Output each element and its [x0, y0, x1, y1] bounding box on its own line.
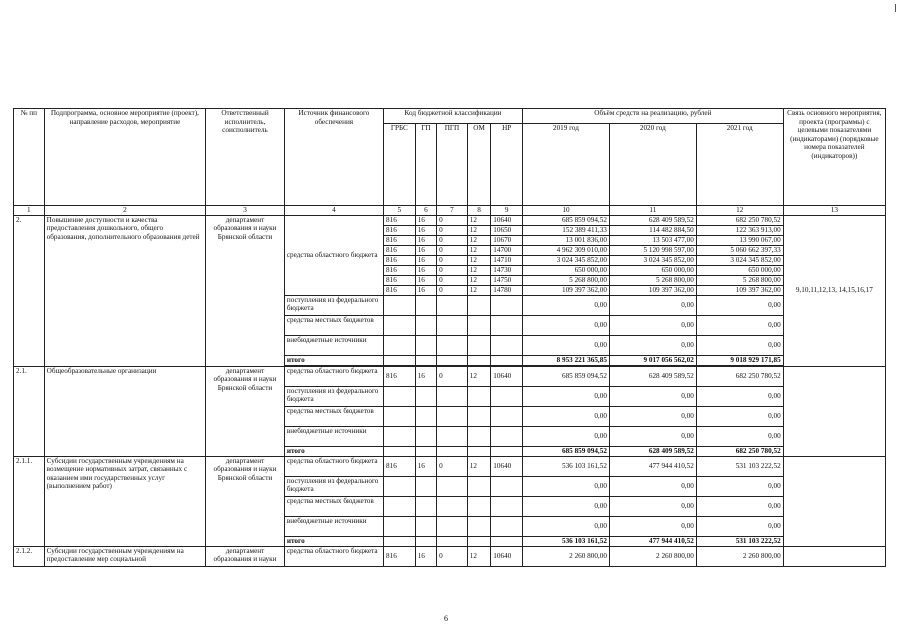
source-regional: средства областного бюджета — [284, 546, 383, 566]
table-row — [14, 456, 886, 476]
indicator-link — [783, 546, 885, 566]
code-pgp: 0 — [437, 546, 468, 566]
header-source: Источник финансового обеспечения — [284, 109, 383, 206]
code-om: 12 — [467, 235, 491, 245]
source-federal: поступления из федерального бюджета — [284, 295, 383, 315]
total-2019: 8 953 221 365,85 — [523, 355, 610, 365]
header-code: Код бюджетной классификации — [384, 109, 523, 124]
code-nr: 10640 — [491, 366, 523, 386]
colnum: 9 — [491, 206, 523, 216]
code-gp: 16 — [415, 215, 436, 225]
table-row — [14, 546, 886, 566]
code-pgp: 0 — [437, 456, 468, 476]
colnum: 12 — [696, 206, 783, 216]
code-pgp: 0 — [437, 275, 468, 285]
source-extra: внебюджетные источники — [284, 516, 383, 536]
code-gp: 16 — [415, 225, 436, 235]
code-nr: 14710 — [491, 255, 523, 265]
header-volume: Объём средств на реализацию, рублей — [523, 109, 784, 124]
code-om: 12 — [467, 275, 491, 285]
code-om: 12 — [467, 245, 491, 255]
code-grbs: 816 — [384, 215, 416, 225]
code-nr: 10640 — [491, 456, 523, 476]
value-2019: 0,00 — [523, 295, 610, 315]
code-grbs: 816 — [384, 265, 416, 275]
code-pgp: 0 — [437, 285, 468, 295]
code-om: 12 — [467, 456, 491, 476]
code-gp: 16 — [415, 265, 436, 275]
code-grbs: 816 — [384, 245, 416, 255]
code-nr: 14780 — [491, 285, 523, 295]
value-2019: 109 397 362,00 — [523, 285, 610, 295]
code-nr: 10640 — [491, 215, 523, 225]
code-om: 12 — [467, 225, 491, 235]
row-name: Субсидии государственным учреждениям на возмещение нормативных затрат, связанных с оказанием ими государственных услуг (выполнением работ) — [44, 456, 206, 546]
code-nr: 14700 — [491, 245, 523, 255]
value-2020: 0,00 — [609, 295, 696, 315]
total-2021: 9 018 929 171,85 — [696, 355, 783, 365]
code-pgp: 0 — [437, 235, 468, 245]
value-2019: 0,00 — [523, 406, 610, 426]
code-om: 12 — [467, 265, 491, 275]
header-grbs: ГРБС — [384, 124, 416, 206]
value-2019: 2 260 800,00 — [523, 546, 610, 566]
code-gp: 16 — [415, 275, 436, 285]
code-om: 12 — [467, 215, 491, 225]
value-2020: 0,00 — [609, 496, 696, 516]
row-name: Субсидии государственным учреждениям на предоставление мер социальной — [44, 546, 206, 566]
source-extra: внебюджетные источники — [284, 335, 383, 355]
row-name: Повышение доступности и качества предоставления дошкольного, общего образования, дополнительного образования детей — [44, 215, 206, 366]
code-pgp: 0 — [437, 245, 468, 255]
code-grbs: 816 — [384, 235, 416, 245]
value-2019: 3 024 345 852,00 — [523, 255, 610, 265]
total-2020: 477 944 410,52 — [609, 536, 696, 546]
budget-table — [13, 108, 886, 567]
value-2021: 0,00 — [696, 386, 783, 406]
value-2020: 0,00 — [609, 406, 696, 426]
value-2019: 0,00 — [523, 476, 610, 496]
value-2021: 2 260 800,00 — [696, 546, 783, 566]
value-2019: 685 859 094,52 — [523, 366, 610, 386]
code-grbs: 816 — [384, 285, 416, 295]
row-num: 2.1. — [14, 366, 45, 456]
value-2020: 2 260 800,00 — [609, 546, 696, 566]
colnum: 4 — [284, 206, 383, 216]
total-2020: 9 017 056 562,02 — [609, 355, 696, 365]
code-nr: 14730 — [491, 265, 523, 275]
code-om: 12 — [467, 366, 491, 386]
code-pgp: 0 — [437, 255, 468, 265]
value-2021: 3 024 345 852,00 — [696, 255, 783, 265]
source-local: средства местных бюджетов — [284, 315, 383, 335]
page-number: 6 — [444, 614, 448, 623]
code-grbs: 816 — [384, 275, 416, 285]
value-2020: 0,00 — [609, 315, 696, 335]
value-2021: 682 250 780,52 — [696, 366, 783, 386]
header-link: Связь основного мероприятия, проекта (программы) с целевыми показателями (индикаторами) (порядковые номера показателей (индикаторов)) — [783, 109, 885, 206]
edge-mark — [895, 4, 896, 12]
code-nr: 10640 — [491, 546, 523, 566]
value-2020: 628 409 589,52 — [609, 366, 696, 386]
value-2021: 0,00 — [696, 295, 783, 315]
total-2019: 685 859 094,52 — [523, 446, 610, 456]
code-gp: 16 — [415, 366, 436, 386]
value-2019: 0,00 — [523, 496, 610, 516]
value-2021: 5 060 662 397,33 — [696, 245, 783, 255]
header-om: ОМ — [467, 124, 491, 206]
code-grbs: 816 — [384, 546, 416, 566]
code-pgp: 0 — [437, 225, 468, 235]
colnum: 6 — [415, 206, 436, 216]
source-regional: средства областного бюджета — [284, 456, 383, 476]
value-2021: 682 250 780,52 — [696, 215, 783, 225]
source-total: итого — [284, 446, 383, 456]
value-2021: 13 990 067,00 — [696, 235, 783, 245]
value-2019: 13 001 836,00 — [523, 235, 610, 245]
row-num: 2.1.1. — [14, 456, 45, 546]
value-2020: 628 409 589,52 — [609, 215, 696, 225]
column-number-row — [14, 206, 886, 216]
value-2020: 0,00 — [609, 476, 696, 496]
colnum: 1 — [14, 206, 45, 216]
value-2021: 0,00 — [696, 496, 783, 516]
header-nr: НР — [491, 124, 523, 206]
code-gp: 16 — [415, 285, 436, 295]
header-num: № пп — [14, 109, 45, 206]
code-gp: 16 — [415, 255, 436, 265]
source-regional: средства областного бюджета — [284, 215, 383, 295]
code-nr: 14750 — [491, 275, 523, 285]
total-2021: 682 250 780,52 — [696, 446, 783, 456]
colnum: 2 — [44, 206, 206, 216]
code-pgp: 0 — [437, 215, 468, 225]
value-2020: 3 024 345 852,00 — [609, 255, 696, 265]
value-2019: 5 268 800,00 — [523, 275, 610, 285]
source-regional: средства областного бюджета — [284, 366, 383, 386]
code-pgp: 0 — [437, 265, 468, 275]
code-grbs: 816 — [384, 225, 416, 235]
value-2021: 0,00 — [696, 476, 783, 496]
value-2019: 0,00 — [523, 426, 610, 446]
value-2020: 5 268 800,00 — [609, 275, 696, 285]
value-2019: 4 962 309 010,00 — [523, 245, 610, 255]
value-2020: 0,00 — [609, 426, 696, 446]
row-exec: департамент образования и науки Брянской области — [206, 215, 285, 366]
colnum: 3 — [206, 206, 285, 216]
indicator-link: 9,10,11,12,13, 14,15,16,17 — [783, 215, 885, 366]
table-row — [14, 366, 886, 386]
source-local: средства местных бюджетов — [284, 496, 383, 516]
source-total: итого — [284, 536, 383, 546]
value-2020: 5 120 998 597,00 — [609, 245, 696, 255]
row-name: Общеобразовательные организации — [44, 366, 206, 456]
value-2021: 0,00 — [696, 335, 783, 355]
code-pgp: 0 — [437, 366, 468, 386]
code-om: 12 — [467, 546, 491, 566]
source-federal: поступления из федерального бюджета — [284, 386, 383, 406]
value-2020: 109 397 362,00 — [609, 285, 696, 295]
code-grbs: 816 — [384, 366, 416, 386]
row-exec: департамент образования и науки Брянской области — [206, 456, 285, 546]
row-exec: департамент образования и науки Брянской области — [206, 366, 285, 456]
code-gp: 16 — [415, 546, 436, 566]
header-exec: Ответственный исполнитель, соисполнитель — [206, 109, 285, 206]
value-2020: 650 000,00 — [609, 265, 696, 275]
code-grbs: 816 — [384, 456, 416, 476]
header-gp: ГП — [415, 124, 436, 206]
value-2019: 536 103 161,52 — [523, 456, 610, 476]
value-2021: 0,00 — [696, 315, 783, 335]
indicator-link — [783, 366, 885, 456]
code-gp: 16 — [415, 456, 436, 476]
value-2021: 531 103 222,52 — [696, 456, 783, 476]
colnum: 8 — [467, 206, 491, 216]
code-gp: 16 — [415, 245, 436, 255]
colnum: 7 — [437, 206, 468, 216]
value-2020: 0,00 — [609, 386, 696, 406]
code-nr: 10650 — [491, 225, 523, 235]
code-nr: 10670 — [491, 235, 523, 245]
source-extra: внебюджетные источники — [284, 426, 383, 446]
header-row — [14, 109, 886, 124]
value-2020: 114 482 884,50 — [609, 225, 696, 235]
header-2019: 2019 год — [523, 124, 610, 206]
value-2019: 0,00 — [523, 386, 610, 406]
value-2019: 152 389 411,33 — [523, 225, 610, 235]
row-num: 2. — [14, 215, 45, 366]
value-2020: 13 503 477,00 — [609, 235, 696, 245]
value-2020: 0,00 — [609, 516, 696, 536]
colnum: 5 — [384, 206, 416, 216]
header-pgp: ПГП — [437, 124, 468, 206]
header-2021: 2021 год — [696, 124, 783, 206]
value-2021: 122 363 913,00 — [696, 225, 783, 235]
source-local: средства местных бюджетов — [284, 406, 383, 426]
code-gp: 16 — [415, 235, 436, 245]
value-2021: 0,00 — [696, 516, 783, 536]
code-grbs: 816 — [384, 255, 416, 265]
value-2021: 5 268 800,00 — [696, 275, 783, 285]
value-2021: 0,00 — [696, 406, 783, 426]
header-name: Подпрограмма, основное мероприятие (проект), направление расходов, мероприятие — [44, 109, 206, 206]
total-2019: 536 103 161,52 — [523, 536, 610, 546]
value-2019: 0,00 — [523, 335, 610, 355]
total-2020: 628 409 589,52 — [609, 446, 696, 456]
source-total: итого — [284, 355, 383, 365]
value-2021: 650 000,00 — [696, 265, 783, 275]
value-2020: 477 944 410,52 — [609, 456, 696, 476]
colnum: 10 — [523, 206, 610, 216]
value-2019: 685 859 094,52 — [523, 215, 610, 225]
row-exec: департамент образования и науки — [206, 546, 285, 566]
value-2020: 0,00 — [609, 335, 696, 355]
colnum: 13 — [783, 206, 885, 216]
value-2019: 650 000,00 — [523, 265, 610, 275]
code-om: 12 — [467, 255, 491, 265]
indicator-link — [783, 456, 885, 546]
value-2021: 109 397 362,00 — [696, 285, 783, 295]
value-2019: 0,00 — [523, 315, 610, 335]
header-2020: 2020 год — [609, 124, 696, 206]
colnum: 11 — [609, 206, 696, 216]
value-2021: 0,00 — [696, 426, 783, 446]
row-num: 2.1.2. — [14, 546, 45, 566]
table-row — [14, 215, 886, 225]
total-2021: 531 103 222,52 — [696, 536, 783, 546]
value-2019: 0,00 — [523, 516, 610, 536]
code-om: 12 — [467, 285, 491, 295]
source-federal: поступления из федерального бюджета — [284, 476, 383, 496]
